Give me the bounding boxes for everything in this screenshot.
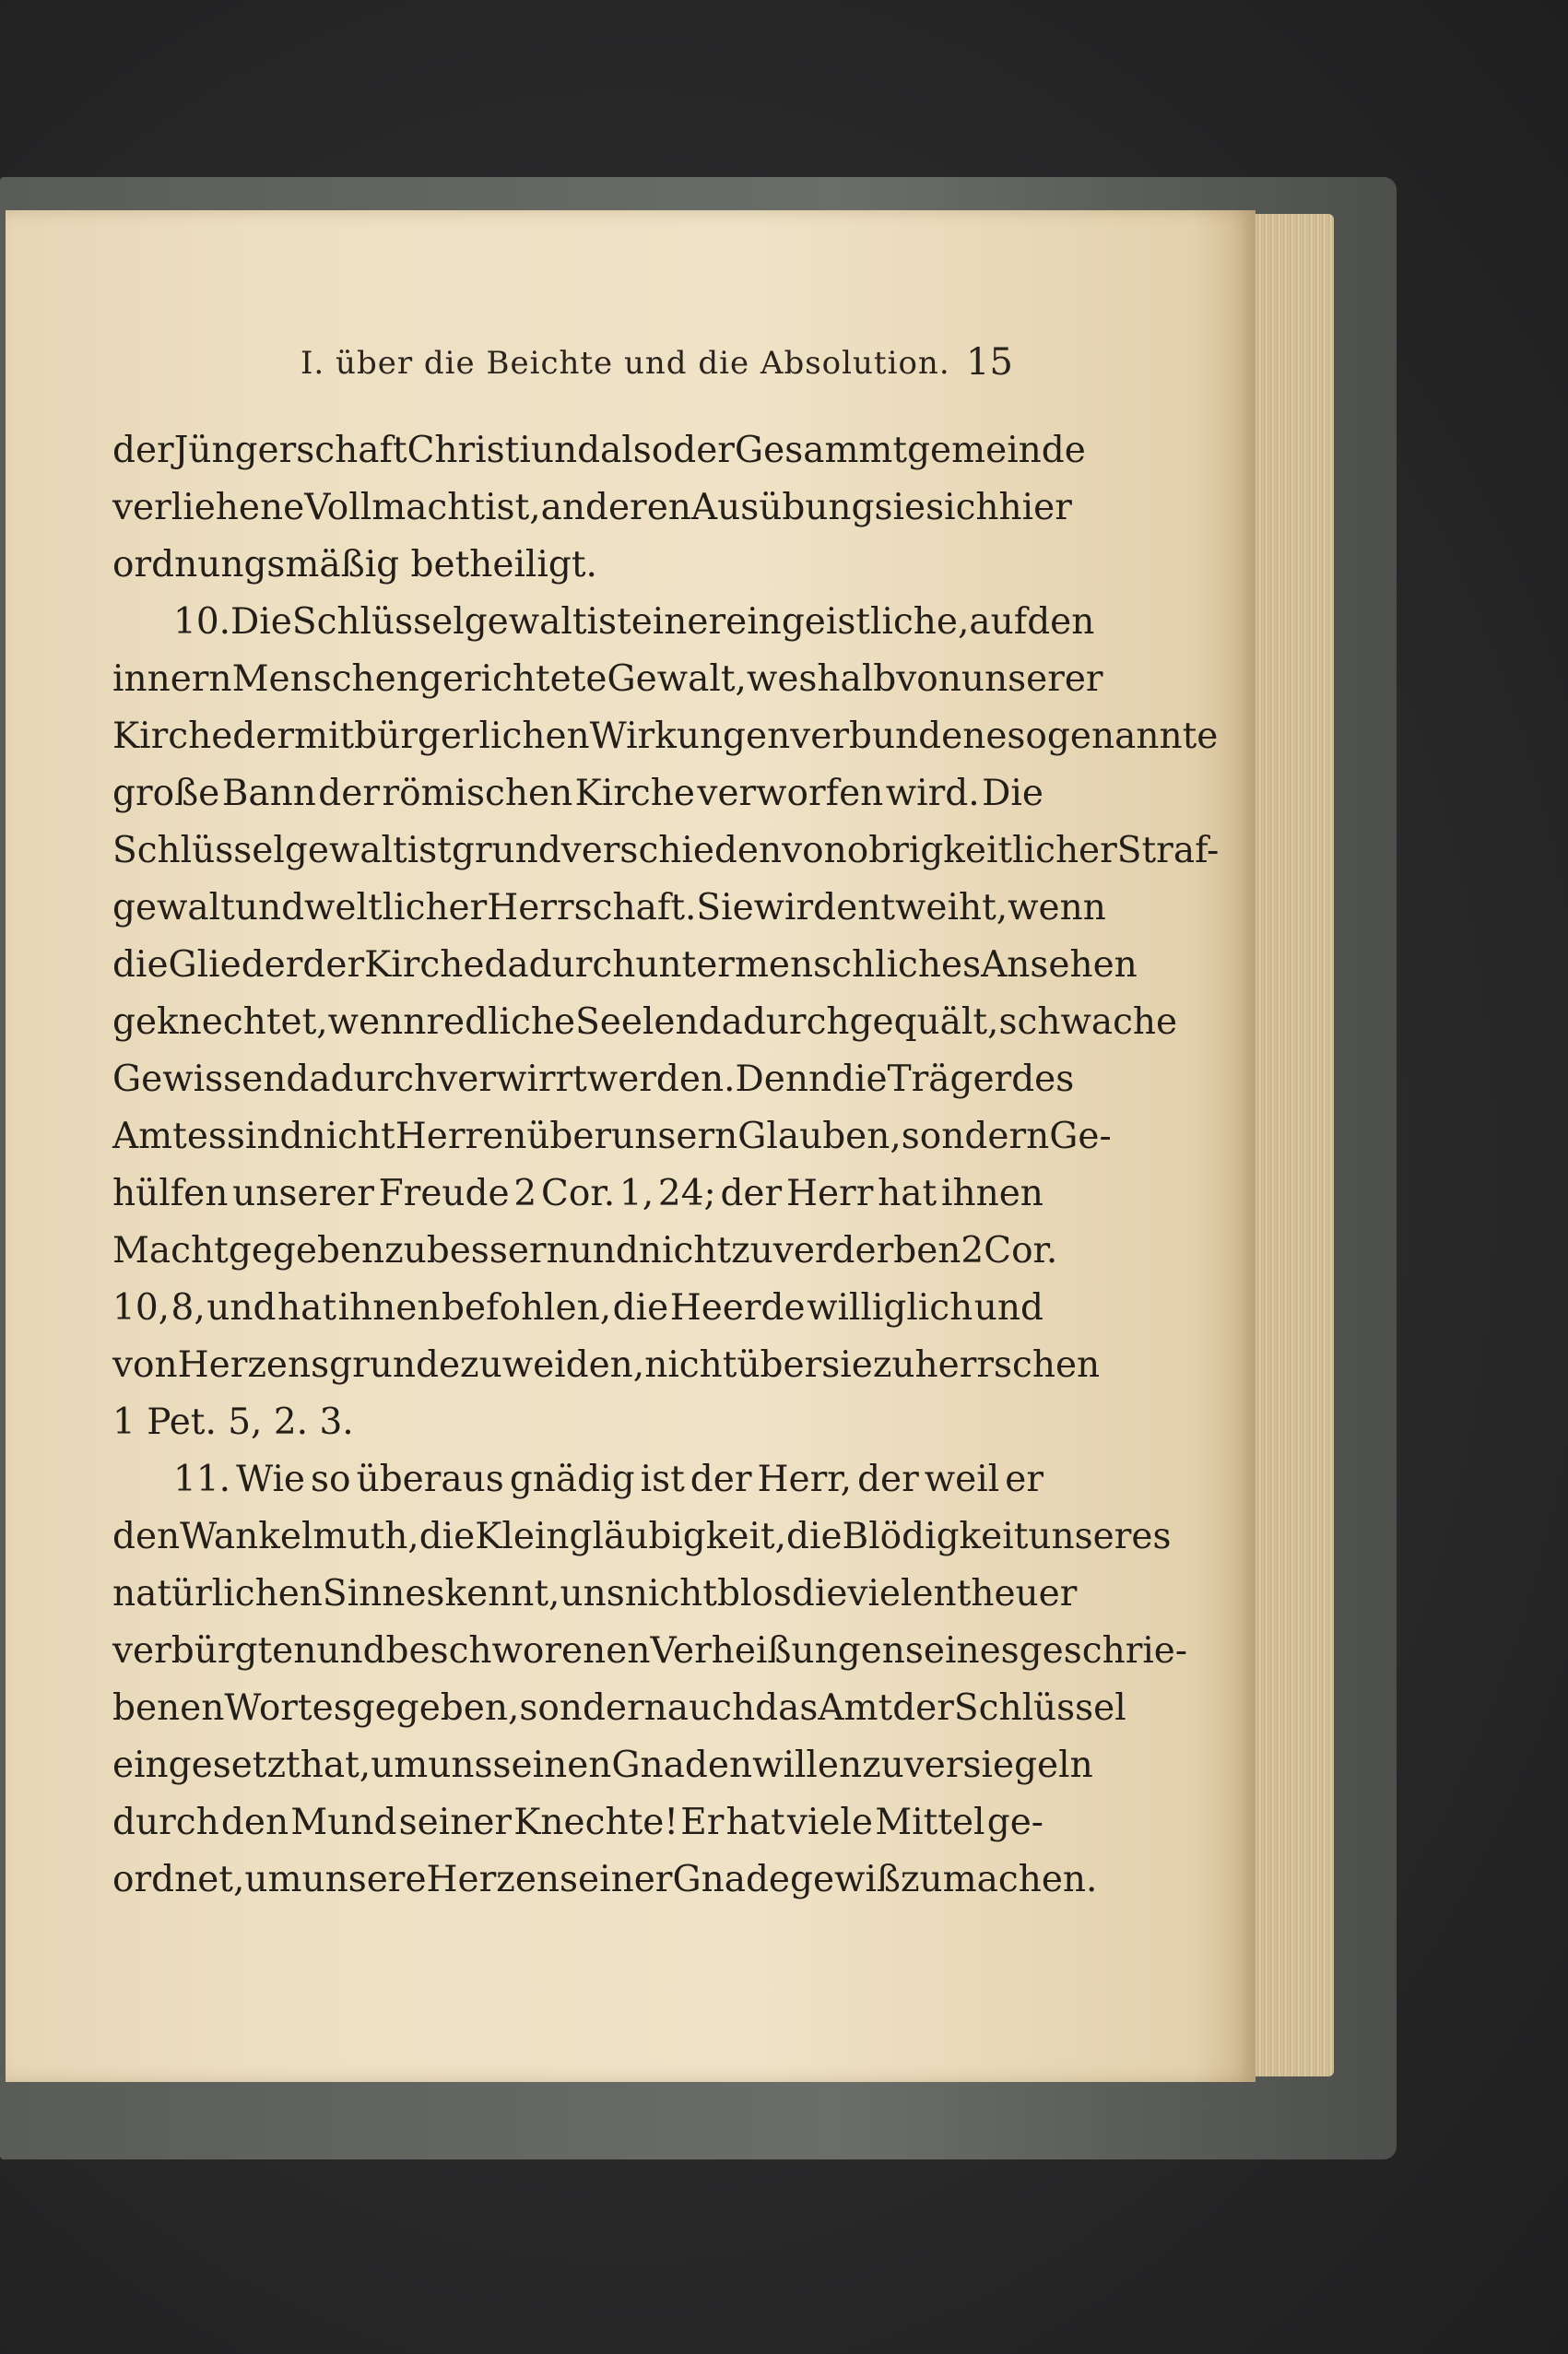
text-line bbox=[112, 594, 1095, 651]
word: unsern bbox=[611, 1116, 738, 1157]
text-line bbox=[112, 422, 1086, 479]
word: um bbox=[371, 1745, 429, 1786]
word: benen bbox=[112, 1687, 225, 1729]
word: den bbox=[1027, 601, 1095, 643]
word: Herren bbox=[395, 1116, 527, 1157]
word: Jüngerschaft bbox=[173, 430, 407, 471]
page-block-edges bbox=[1249, 214, 1334, 2076]
word: gewalt bbox=[112, 887, 235, 929]
word: seinen bbox=[492, 1745, 612, 1786]
word: Er bbox=[680, 1802, 725, 1843]
word: Straf- bbox=[1116, 830, 1220, 871]
word: befohlen, bbox=[441, 1287, 612, 1329]
word: schwache bbox=[998, 1001, 1178, 1043]
word: wird. bbox=[885, 773, 980, 814]
word: 2 bbox=[513, 1173, 537, 1214]
word: der bbox=[112, 430, 174, 471]
text-line bbox=[112, 1337, 1101, 1394]
word: Mund bbox=[290, 1802, 397, 1843]
word: Gewissen bbox=[112, 1059, 287, 1100]
word: uns bbox=[428, 1745, 493, 1786]
word: nicht bbox=[302, 1116, 395, 1157]
word: über bbox=[526, 1116, 612, 1157]
text-line bbox=[112, 1108, 1112, 1165]
word: der bbox=[892, 1687, 954, 1729]
text-line bbox=[112, 537, 1043, 594]
word: machen. bbox=[942, 1859, 1098, 1900]
word: natürlichen bbox=[112, 1573, 323, 1615]
word: zu bbox=[872, 1344, 915, 1386]
running-head: I. über die Beichte und die Absolution. bbox=[301, 345, 950, 382]
word: wenn bbox=[327, 1001, 427, 1043]
text-line bbox=[112, 1680, 1126, 1737]
word: wenn bbox=[1008, 887, 1106, 929]
word: an bbox=[540, 487, 586, 528]
word: um bbox=[244, 1859, 302, 1900]
word: 1, bbox=[619, 1173, 654, 1214]
word: hier bbox=[998, 487, 1072, 528]
word: von bbox=[112, 1344, 178, 1386]
word: entweiht, bbox=[836, 887, 1008, 929]
word: zu bbox=[731, 1230, 773, 1272]
word: gegeben, bbox=[351, 1687, 520, 1729]
word: Herr, bbox=[757, 1459, 853, 1500]
word: Kirche bbox=[112, 716, 233, 757]
word: auf bbox=[969, 601, 1028, 643]
word: Kirche bbox=[574, 773, 695, 814]
word: unserer bbox=[961, 658, 1103, 700]
word: verwirrt bbox=[437, 1059, 587, 1100]
word: weiden, bbox=[501, 1344, 645, 1386]
word: 10. bbox=[173, 601, 231, 643]
word: gegeben bbox=[228, 1230, 385, 1272]
text-line bbox=[112, 479, 1072, 537]
word: innern bbox=[112, 658, 232, 700]
text-line bbox=[112, 1280, 1043, 1337]
word: vielen bbox=[847, 1573, 957, 1615]
text-line bbox=[112, 1165, 1043, 1223]
word: und bbox=[234, 887, 305, 929]
word: die bbox=[612, 1287, 669, 1329]
word: Vollmacht bbox=[304, 487, 486, 528]
word: Ausübung bbox=[690, 487, 875, 528]
word: gewiß bbox=[790, 1859, 901, 1900]
word: der bbox=[302, 944, 365, 986]
word: verbürgten bbox=[112, 1630, 317, 1672]
word: rein bbox=[708, 601, 782, 643]
word: des bbox=[1011, 1059, 1075, 1100]
word: römischen bbox=[382, 773, 573, 814]
word: grundverschieden bbox=[451, 830, 783, 871]
word: Schlüsselgewalt bbox=[112, 830, 407, 871]
word: Herr bbox=[785, 1173, 874, 1214]
word: wird bbox=[753, 887, 837, 929]
word: zu bbox=[900, 1859, 943, 1900]
word: der bbox=[673, 430, 735, 471]
word: das bbox=[755, 1687, 819, 1729]
word: nicht bbox=[644, 1344, 737, 1386]
word: eingesetzt bbox=[112, 1745, 301, 1786]
word: sind bbox=[226, 1116, 303, 1157]
text-line bbox=[112, 1394, 1043, 1451]
word: geschrie- bbox=[1019, 1630, 1188, 1672]
word: weil bbox=[924, 1459, 1000, 1500]
word: theuer bbox=[956, 1573, 1078, 1615]
word: hat bbox=[878, 1173, 937, 1214]
word: der bbox=[232, 716, 294, 757]
word: ihnen bbox=[337, 1287, 441, 1329]
word: Verheißungen bbox=[650, 1630, 905, 1672]
word: gerichtete bbox=[419, 658, 607, 700]
word: Die bbox=[982, 773, 1043, 814]
word: Herzen bbox=[426, 1859, 560, 1900]
word: ordnet, bbox=[112, 1859, 245, 1900]
text-line bbox=[112, 1851, 1098, 1909]
text-line bbox=[112, 1508, 1172, 1566]
word: obrigkeitlicher bbox=[846, 830, 1117, 871]
word: Kirche bbox=[364, 944, 485, 986]
word: versiegeln bbox=[903, 1745, 1093, 1786]
word: Schlüsselgewalt bbox=[291, 601, 587, 643]
word: Bann bbox=[221, 773, 316, 814]
line-text: ordnungsmäßig betheiligt. bbox=[112, 544, 597, 586]
word: er bbox=[1005, 1459, 1043, 1500]
word: ist bbox=[586, 601, 631, 643]
word: Knechte! bbox=[513, 1802, 679, 1843]
word: Mittel bbox=[875, 1802, 985, 1843]
text-line bbox=[112, 880, 1106, 937]
word: den bbox=[112, 1516, 181, 1557]
word: 8, bbox=[171, 1287, 206, 1329]
word: mit bbox=[294, 716, 355, 757]
text-line bbox=[112, 651, 1103, 708]
word: ist, bbox=[485, 487, 541, 528]
word: sogenannte bbox=[1007, 716, 1219, 757]
text-line bbox=[112, 1451, 1043, 1508]
word: verderben bbox=[772, 1230, 961, 1272]
word: der bbox=[690, 1459, 752, 1500]
word: Menschen bbox=[231, 658, 419, 700]
word: ist bbox=[640, 1459, 685, 1500]
word: Gewalt, bbox=[607, 658, 747, 700]
word: williglich bbox=[807, 1287, 973, 1329]
word: dadurch bbox=[484, 944, 636, 986]
word: Amtes bbox=[112, 1116, 227, 1157]
word: der bbox=[318, 773, 380, 814]
word: Kleingläubigkeit, bbox=[475, 1516, 786, 1557]
text-line bbox=[112, 1737, 1093, 1794]
word: so bbox=[311, 1459, 351, 1500]
word: kennt, bbox=[444, 1573, 560, 1615]
word: beschworenen bbox=[385, 1630, 651, 1672]
word: und bbox=[530, 430, 601, 471]
word: Die bbox=[230, 601, 292, 643]
word: seiner bbox=[398, 1802, 513, 1843]
word: Ge- bbox=[1049, 1116, 1112, 1157]
text-line bbox=[112, 1623, 1188, 1680]
word: der bbox=[720, 1173, 783, 1214]
word: weshalb bbox=[746, 658, 897, 700]
word: von bbox=[896, 658, 961, 700]
word: hat bbox=[277, 1287, 337, 1329]
text-line bbox=[112, 1051, 1075, 1108]
word: zu bbox=[460, 1344, 502, 1386]
word: also bbox=[600, 430, 674, 471]
word: von bbox=[782, 830, 847, 871]
word: hat bbox=[725, 1802, 785, 1843]
word: dadurch bbox=[698, 1001, 850, 1043]
word: sie bbox=[874, 487, 926, 528]
word: herrschen bbox=[914, 1344, 1101, 1386]
word: seines bbox=[904, 1630, 1020, 1672]
text-line bbox=[112, 1223, 1058, 1280]
word: bessern bbox=[426, 1230, 570, 1272]
word: hülfen bbox=[112, 1173, 229, 1214]
word: überaus bbox=[356, 1459, 504, 1500]
word: und bbox=[569, 1230, 639, 1272]
word: die bbox=[831, 1059, 888, 1100]
word: Cor. bbox=[984, 1230, 1058, 1272]
word: Herzensgrunde bbox=[177, 1344, 461, 1386]
word: verbundene bbox=[790, 716, 1008, 757]
word: Träger bbox=[887, 1059, 1012, 1100]
word: die bbox=[786, 1516, 843, 1557]
word: zu bbox=[862, 1745, 904, 1786]
text-line bbox=[112, 708, 1219, 765]
word: eine bbox=[631, 601, 709, 643]
word: Amt bbox=[818, 1687, 893, 1729]
word: nicht bbox=[624, 1573, 717, 1615]
word: und bbox=[206, 1287, 277, 1329]
word: unserer bbox=[232, 1173, 374, 1214]
word: unseres bbox=[1028, 1516, 1172, 1557]
word: werden. bbox=[586, 1059, 736, 1100]
word: deren bbox=[585, 487, 691, 528]
word: und bbox=[316, 1630, 386, 1672]
word: Sinnes bbox=[322, 1573, 445, 1615]
word: dadurch bbox=[286, 1059, 438, 1100]
word: uns bbox=[560, 1573, 625, 1615]
word: menschliches bbox=[734, 944, 982, 986]
word: Wie bbox=[236, 1459, 306, 1500]
word: und bbox=[973, 1287, 1043, 1329]
word: weltlicher bbox=[304, 887, 488, 929]
word: bürgerlichen bbox=[354, 716, 590, 757]
word: viele bbox=[786, 1802, 873, 1843]
word: geistliche, bbox=[781, 601, 970, 643]
word: Cor. bbox=[541, 1173, 616, 1214]
word: Gesammtgemeinde bbox=[734, 430, 1086, 471]
word: Wankelmuth, bbox=[180, 1516, 419, 1557]
word: blos bbox=[716, 1573, 792, 1615]
word: ge- bbox=[986, 1802, 1043, 1843]
word: Glieder bbox=[168, 944, 303, 986]
word: gnädig bbox=[509, 1459, 635, 1500]
word: gequält, bbox=[849, 1001, 999, 1043]
word: zu bbox=[384, 1230, 427, 1272]
word: über bbox=[737, 1344, 822, 1386]
word: unsere bbox=[301, 1859, 427, 1900]
word: die bbox=[419, 1516, 476, 1557]
text-line bbox=[112, 822, 1220, 880]
word: große bbox=[112, 773, 220, 814]
text-line bbox=[112, 1566, 1078, 1623]
word: ihnen bbox=[941, 1173, 1043, 1214]
word: redliche bbox=[426, 1001, 576, 1043]
text-body bbox=[112, 422, 1220, 1909]
text-line bbox=[112, 937, 1138, 994]
word: geknechtet, bbox=[112, 1001, 328, 1043]
word: Gnadenwillen bbox=[611, 1745, 863, 1786]
text-line bbox=[112, 1794, 1043, 1851]
word: die bbox=[791, 1573, 848, 1615]
word: nicht bbox=[638, 1230, 732, 1272]
text-line bbox=[112, 765, 1043, 822]
word: 11. bbox=[173, 1459, 231, 1500]
word: Wirkungen bbox=[589, 716, 791, 757]
word: Blödigkeit bbox=[842, 1516, 1029, 1557]
word: auch bbox=[666, 1687, 756, 1729]
text-line bbox=[112, 994, 1178, 1051]
word: Schlüssel bbox=[953, 1687, 1126, 1729]
word: Freude bbox=[378, 1173, 510, 1214]
word: 2 bbox=[961, 1230, 984, 1272]
word: Glauben, bbox=[737, 1116, 902, 1157]
word: Christi bbox=[407, 430, 531, 471]
word: 24; bbox=[657, 1173, 716, 1214]
word: Heerde bbox=[669, 1287, 806, 1329]
word: unter bbox=[635, 944, 735, 986]
word: seiner bbox=[560, 1859, 673, 1900]
word: sondern bbox=[901, 1116, 1050, 1157]
word: verliehene bbox=[112, 487, 305, 528]
word: sondern bbox=[519, 1687, 667, 1729]
word: Seelen bbox=[575, 1001, 699, 1043]
word: Ansehen bbox=[981, 944, 1138, 986]
word: Herrschaft. bbox=[487, 887, 697, 929]
page-number: 15 bbox=[966, 341, 1013, 384]
word: Denn bbox=[735, 1059, 832, 1100]
word: durch bbox=[112, 1802, 219, 1843]
word: verworfen bbox=[697, 773, 884, 814]
word: hat, bbox=[300, 1745, 371, 1786]
word: der bbox=[857, 1459, 919, 1500]
word: die bbox=[112, 944, 169, 986]
word: den bbox=[220, 1802, 289, 1843]
line-text: 1 Pet. 5, 2. 3. bbox=[112, 1402, 354, 1443]
word: 10, bbox=[112, 1287, 171, 1329]
word: sich bbox=[925, 487, 999, 528]
word: ist bbox=[407, 830, 452, 871]
word: Sie bbox=[696, 887, 754, 929]
word: Wortes bbox=[224, 1687, 352, 1729]
word: Gnade bbox=[672, 1859, 791, 1900]
word: Macht bbox=[112, 1230, 229, 1272]
word: sie bbox=[821, 1344, 873, 1386]
